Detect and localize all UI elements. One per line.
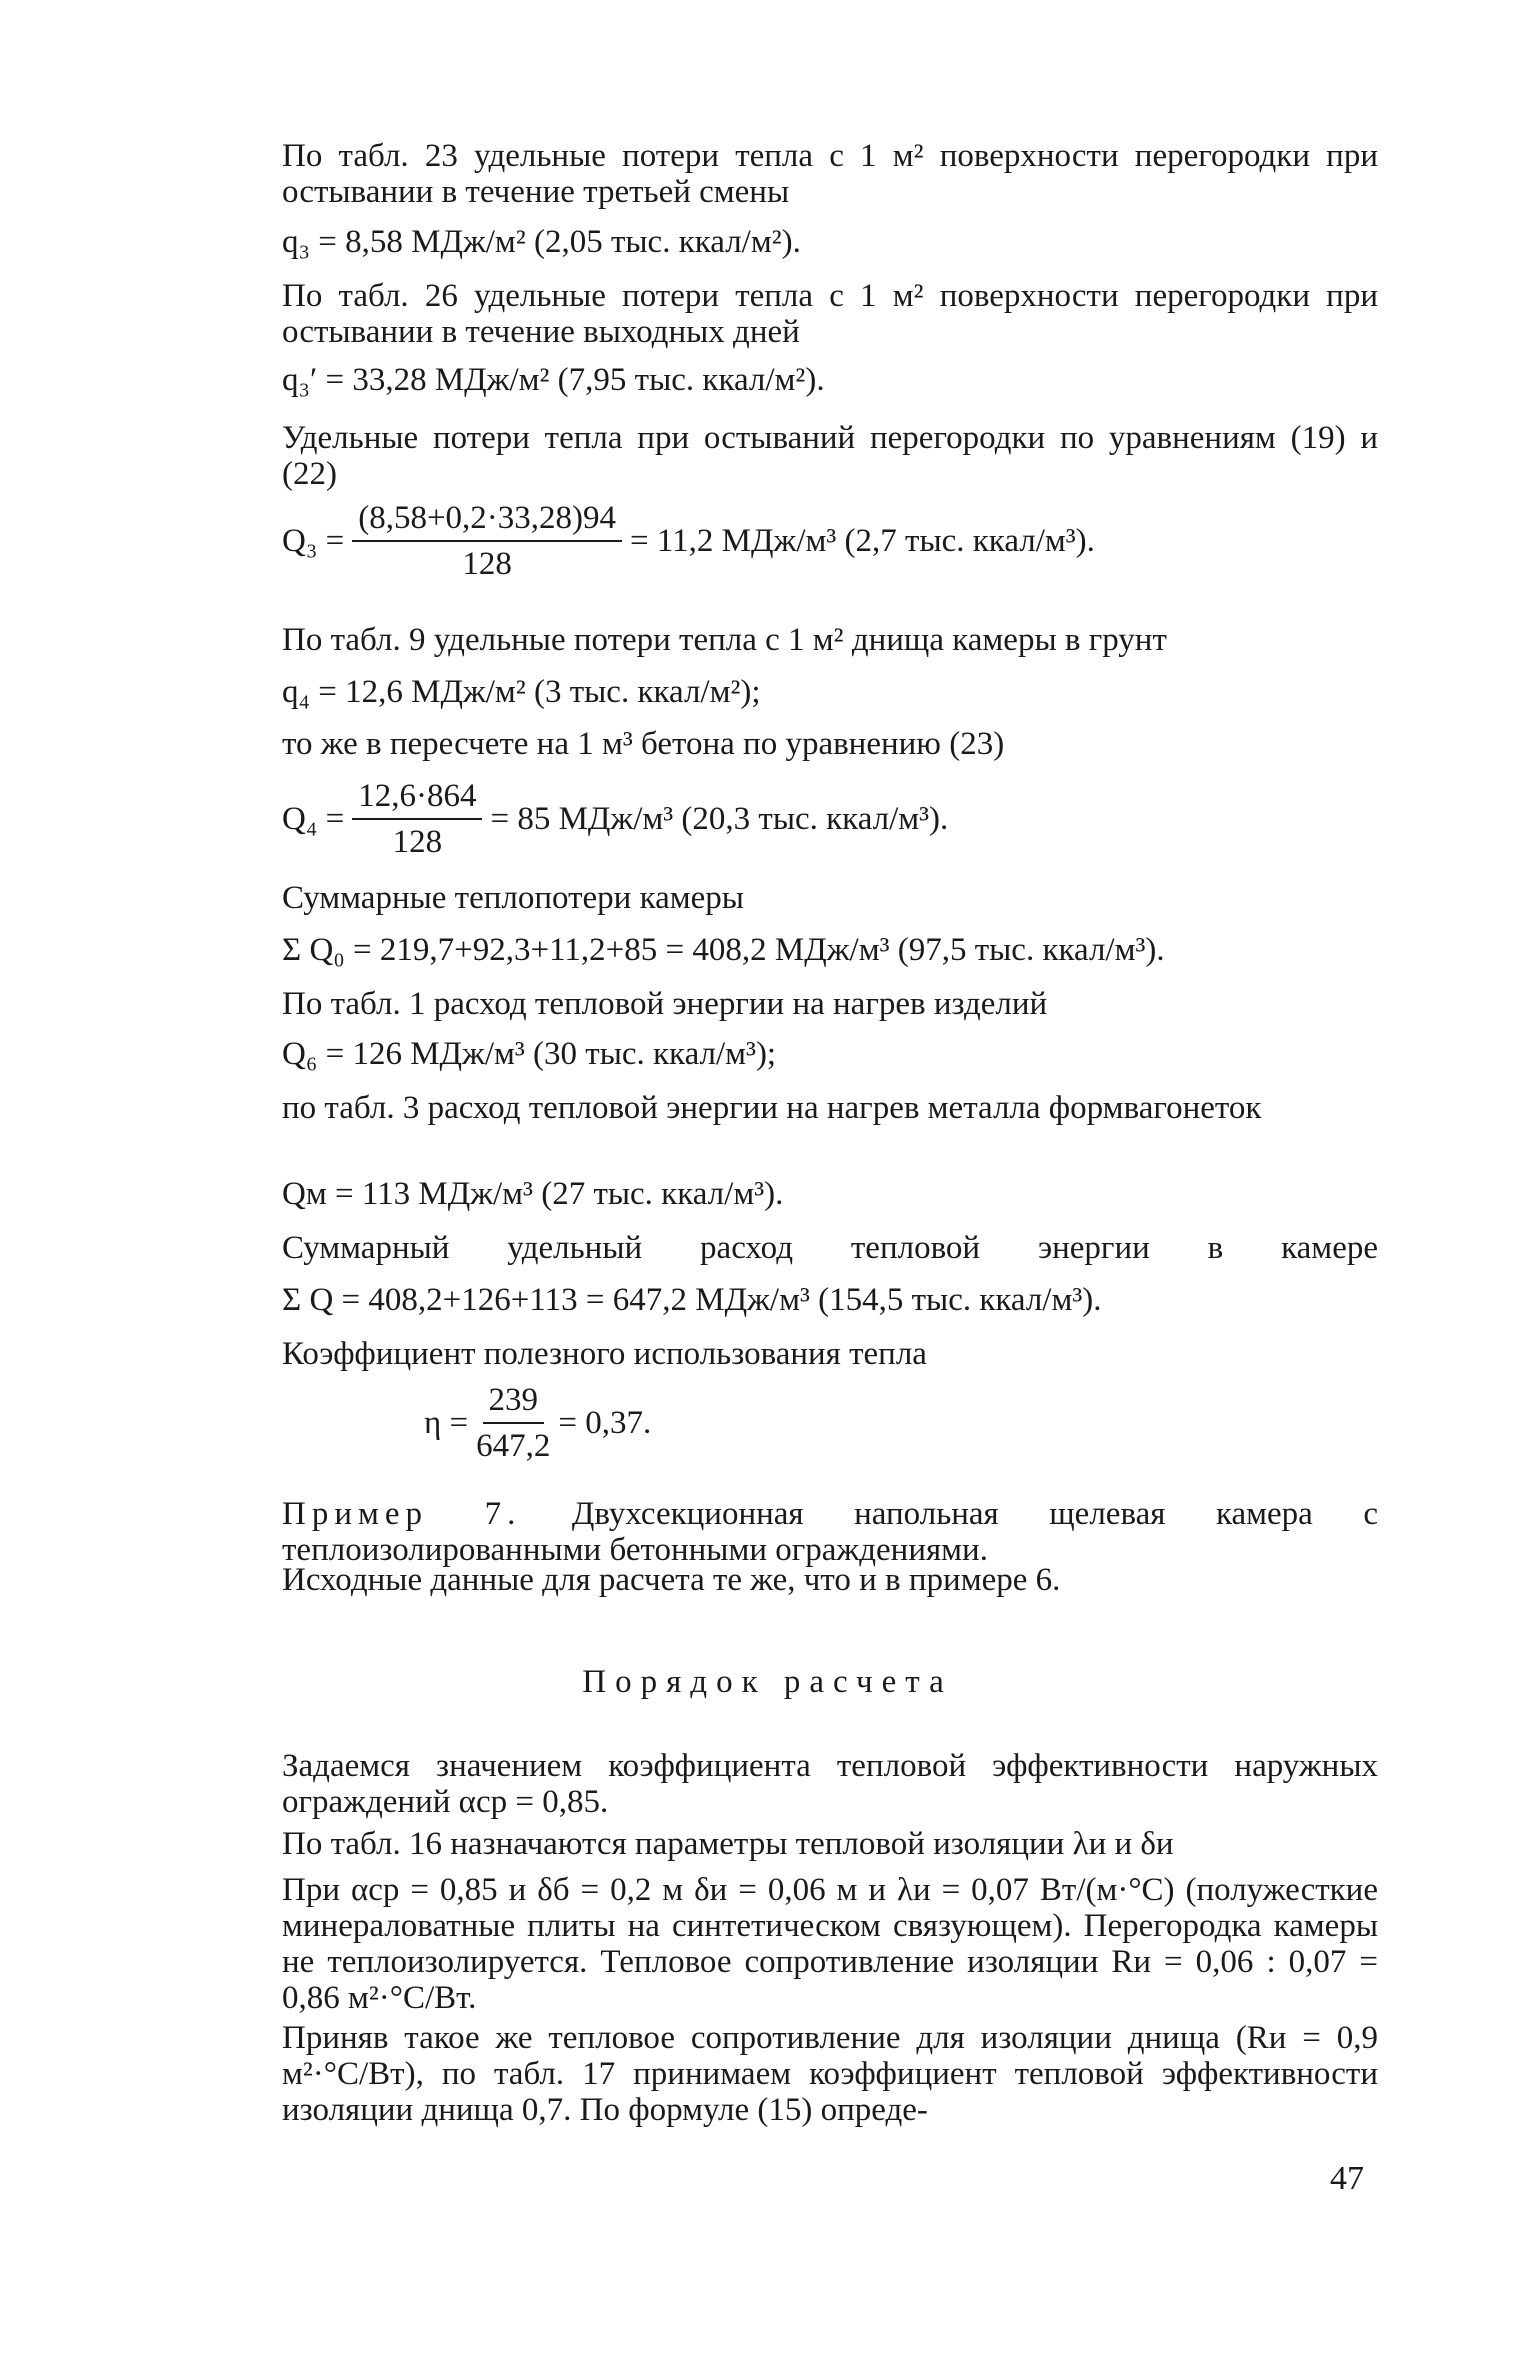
paragraph-table9: По табл. 9 удельные потери тепла с 1 м² днища камеры в грунт (282, 622, 1167, 658)
paragraph-source-data: Исходные данные для расчета те же, что и в примере 6. (282, 1562, 1061, 1598)
recalc-line: то же в пересчете на 1 м³ бетона по уравнению (23) (282, 726, 1005, 762)
example-text: Двухсекционная напольная щелевая камера с теплоизолированными бетонными ограждениями. (282, 1496, 1378, 1568)
sum-q: Σ Q = 408,2+126+113 = 647,2 МДж/м³ (154,5 тыс. ккал/м³). (282, 1282, 1102, 1318)
q6-value: Q₆ = 126 МДж/м³ (30 тыс. ккал/м³); (282, 1036, 777, 1072)
paragraph-table16: По табл. 16 назначаются параметры тепловой изоляции λи и δи (282, 1826, 1174, 1862)
formula-eta-numerator: 239 (483, 1382, 545, 1424)
paragraph-table26: По табл. 26 удельные потери тепла с 1 м² поверхности перегородки при остывании в течение выходных дней (282, 278, 1378, 350)
formula-eta-fraction (476, 1382, 550, 1464)
formula-q4-fraction (352, 778, 482, 860)
paragraph-table1: По табл. 1 расход тепловой энергии на нагрев изделий (282, 986, 1048, 1022)
paragraph-cooling-losses: Удельные потери тепла при остываний перегородки по уравнениям (19) и (22) (282, 420, 1378, 492)
page-number: 47 (1330, 2160, 1364, 2197)
formula-eta (424, 1382, 651, 1464)
formula-eta-lhs: η = (424, 1404, 469, 1441)
formula-q3-lhs: Q₃ = (282, 522, 345, 559)
paragraph-insulation: При αср = 0,85 и δб = 0,2 м δи = 0,06 м и λи = 0,07 Вт/(м·°С) (полужесткие минераловатные плиты на синтетическом связующем). Перегородка камеры не теплоизолируется. Тепловое сопротивление изоляции Rи = 0,06 : 0,07 = 0,86 м²·°С/Вт. (282, 1872, 1378, 2016)
q3-value: q₃ = 8,58 МДж/м² (2,05 тыс. ккал/м²). (282, 224, 801, 260)
formula-q3 (282, 500, 1095, 582)
formula-eta-denominator: 647,2 (476, 1428, 551, 1464)
q3-prime-value: q₃′ = 33,28 МДж/м² (7,95 тыс. ккал/м²). (282, 362, 825, 398)
paragraph-table3: по табл. 3 расход тепловой энергии на нагрев металла формвагонеток (282, 1090, 1262, 1126)
formula-q3-rhs: = 11,2 МДж/м³ (2,7 тыс. ккал/м³). (630, 522, 1095, 559)
paragraph-alpha: Задаемся значением коэффициента тепловой эффективности наружных ограждений αср = 0,85. (282, 1748, 1378, 1820)
total-losses-label: Суммарные теплопотери камеры (282, 880, 744, 916)
formula-q3-fraction (352, 500, 622, 582)
qm-value: Qм = 113 МДж/м³ (27 тыс. ккал/м³). (282, 1176, 784, 1212)
example-label: Пример 7. (282, 1496, 522, 1532)
paragraph-example7 (282, 1496, 1378, 1568)
formula-q3-denominator: 128 (462, 546, 512, 582)
formula-eta-rhs: = 0,37. (558, 1404, 652, 1441)
paragraph-table23: По табл. 23 удельные потери тепла с 1 м² поверхности перегородки при остывании в течение третьей смены (282, 138, 1378, 210)
formula-q4 (282, 778, 948, 860)
formula-q4-denominator: 128 (392, 824, 443, 860)
paragraph-bottom-insulation: Приняв такое же тепловое сопротивление для изоляции днища (Rи = 0,9 м²·°С/Вт), по табл. 17 принимаем коэффициент тепловой эффективности изоляции днища 0,7. По формуле (15) опреде- (282, 2020, 1378, 2128)
formula-q3-numerator: (8,58+0,2·33,28)94 (352, 500, 622, 542)
formula-q4-numerator: 12,6·864 (352, 778, 482, 820)
efficiency-label: Коэффициент полезного использования тепла (282, 1336, 927, 1372)
formula-q4-rhs: = 85 МДж/м³ (20,3 тыс. ккал/м³). (490, 800, 949, 837)
paragraph-total-consumption: Суммарный удельный расход тепловой энергии в камере (282, 1230, 1378, 1266)
section-heading: Порядок расчета (582, 1664, 953, 1700)
sum-q0: Σ Q₀ = 219,7+92,3+11,2+85 = 408,2 МДж/м³ (97,5 тыс. ккал/м³). (282, 932, 1165, 968)
q4-value: q₄ = 12,6 МДж/м² (3 тыс. ккал/м²); (282, 674, 761, 710)
formula-q4-lhs: Q₄ = (282, 800, 345, 837)
